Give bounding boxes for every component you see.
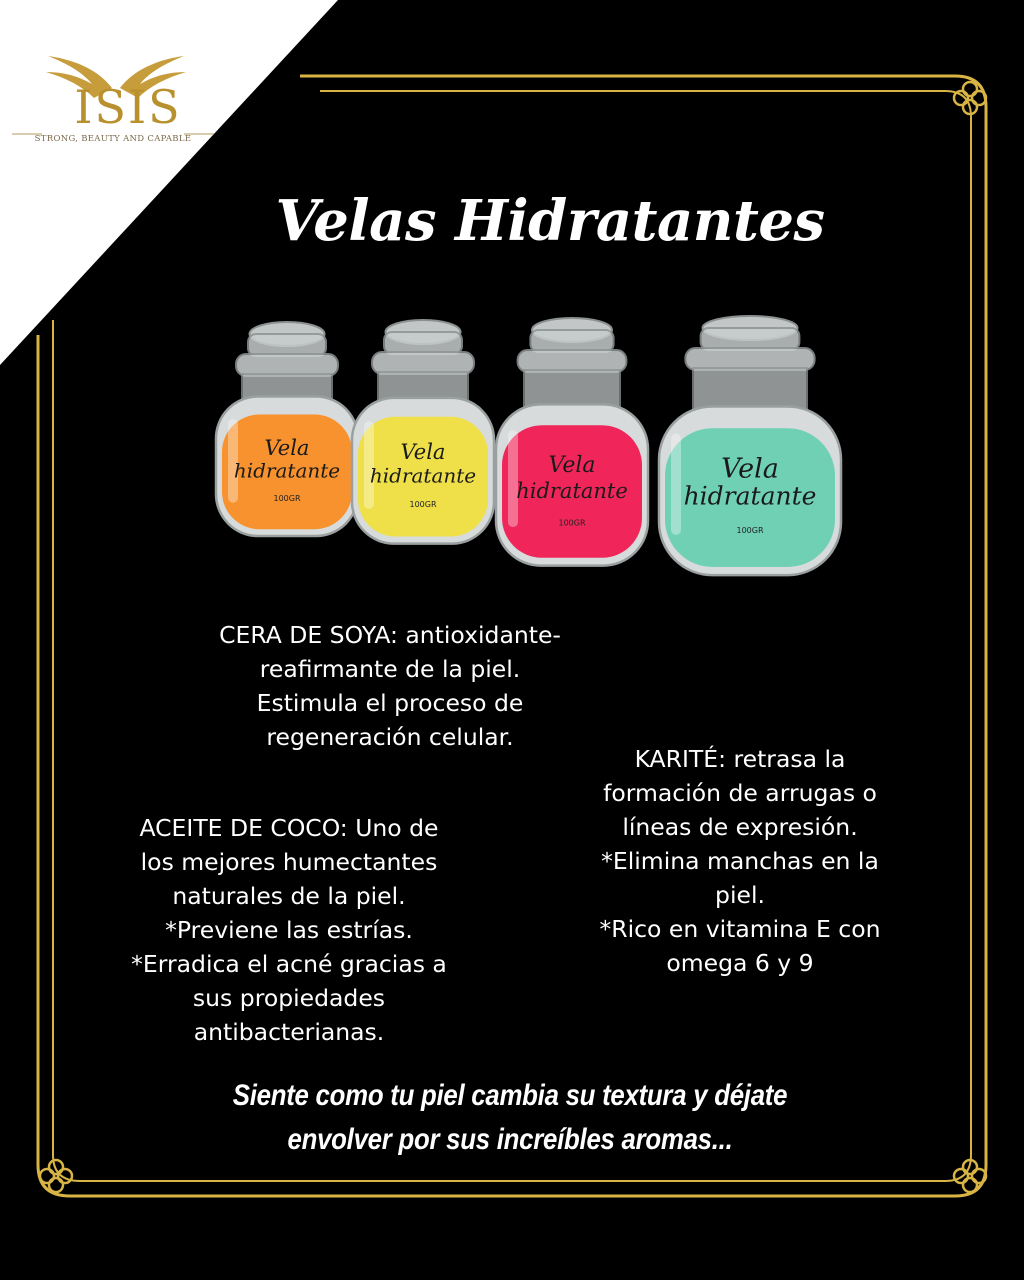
closing-line: Siente como tu piel cambia su textura y déjate (232, 1079, 788, 1112)
benefit-line: *Rico en vitamina E con (599, 915, 881, 943)
benefit-line: *Elimina manchas en la (601, 847, 879, 875)
jar-label-line1: Vela (264, 436, 310, 461)
jar-label-line1: Vela (400, 440, 446, 465)
benefit-line: KARITÉ: retrasa la (634, 745, 846, 773)
candle-jar (496, 318, 648, 566)
candle-jars (200, 310, 860, 600)
benefit-line: ACEITE DE COCO: Uno de (139, 814, 439, 842)
benefit-line: omega 6 y 9 (666, 949, 814, 977)
benefit-line: los mejores humectantes (140, 848, 438, 876)
brand-tagline: STRONG, BEAUTY AND CAPABLE (34, 134, 192, 144)
candle-jar (659, 316, 841, 575)
benefit-line: sus propiedades (192, 984, 386, 1012)
closing-line: envolver por sus increíbles aromas... (287, 1123, 733, 1156)
benefit-karite (560, 742, 920, 980)
benefit-line: líneas de expresión. (622, 813, 858, 841)
jar-label-line2: hidratante (233, 458, 341, 483)
benefit-soya (160, 618, 620, 754)
brand-logo (8, 42, 218, 152)
brand-name: ISIS (74, 80, 182, 134)
benefit-coco (104, 811, 474, 1049)
jar-label-line1: Vela (721, 453, 779, 485)
jar-weight: 100GR (409, 500, 437, 510)
benefit-line: *Erradica el acné gracias a (131, 950, 447, 978)
jar-weight: 100GR (558, 518, 586, 528)
benefit-line: reafirmante de la piel. (259, 655, 521, 683)
jar-label-line1: Vela (548, 453, 596, 479)
benefit-line: CERA DE SOYA: antioxidante- (219, 621, 561, 649)
jar-label-line2: hidratante (369, 463, 477, 488)
benefit-line: formación de arrugas o (603, 779, 877, 807)
closing-slogan (209, 1074, 811, 1162)
benefit-line: Estimula el proceso de (256, 689, 524, 717)
benefit-line: naturales de la piel. (172, 882, 406, 910)
candle-jar (352, 320, 494, 544)
jar-label-line2: hidratante (516, 478, 628, 503)
benefit-line: antibacterianas. (193, 1018, 385, 1046)
jar-label-line2: hidratante (683, 481, 817, 511)
jar-weight: 100GR (736, 525, 764, 535)
benefit-line: regeneración celular. (266, 723, 514, 751)
benefit-line: *Previene las estrías. (165, 916, 413, 944)
page-title: Velas Hidratantes (275, 188, 825, 254)
jar-weight: 100GR (273, 494, 301, 504)
benefit-line: piel. (715, 881, 765, 909)
candle-jar (216, 322, 358, 536)
